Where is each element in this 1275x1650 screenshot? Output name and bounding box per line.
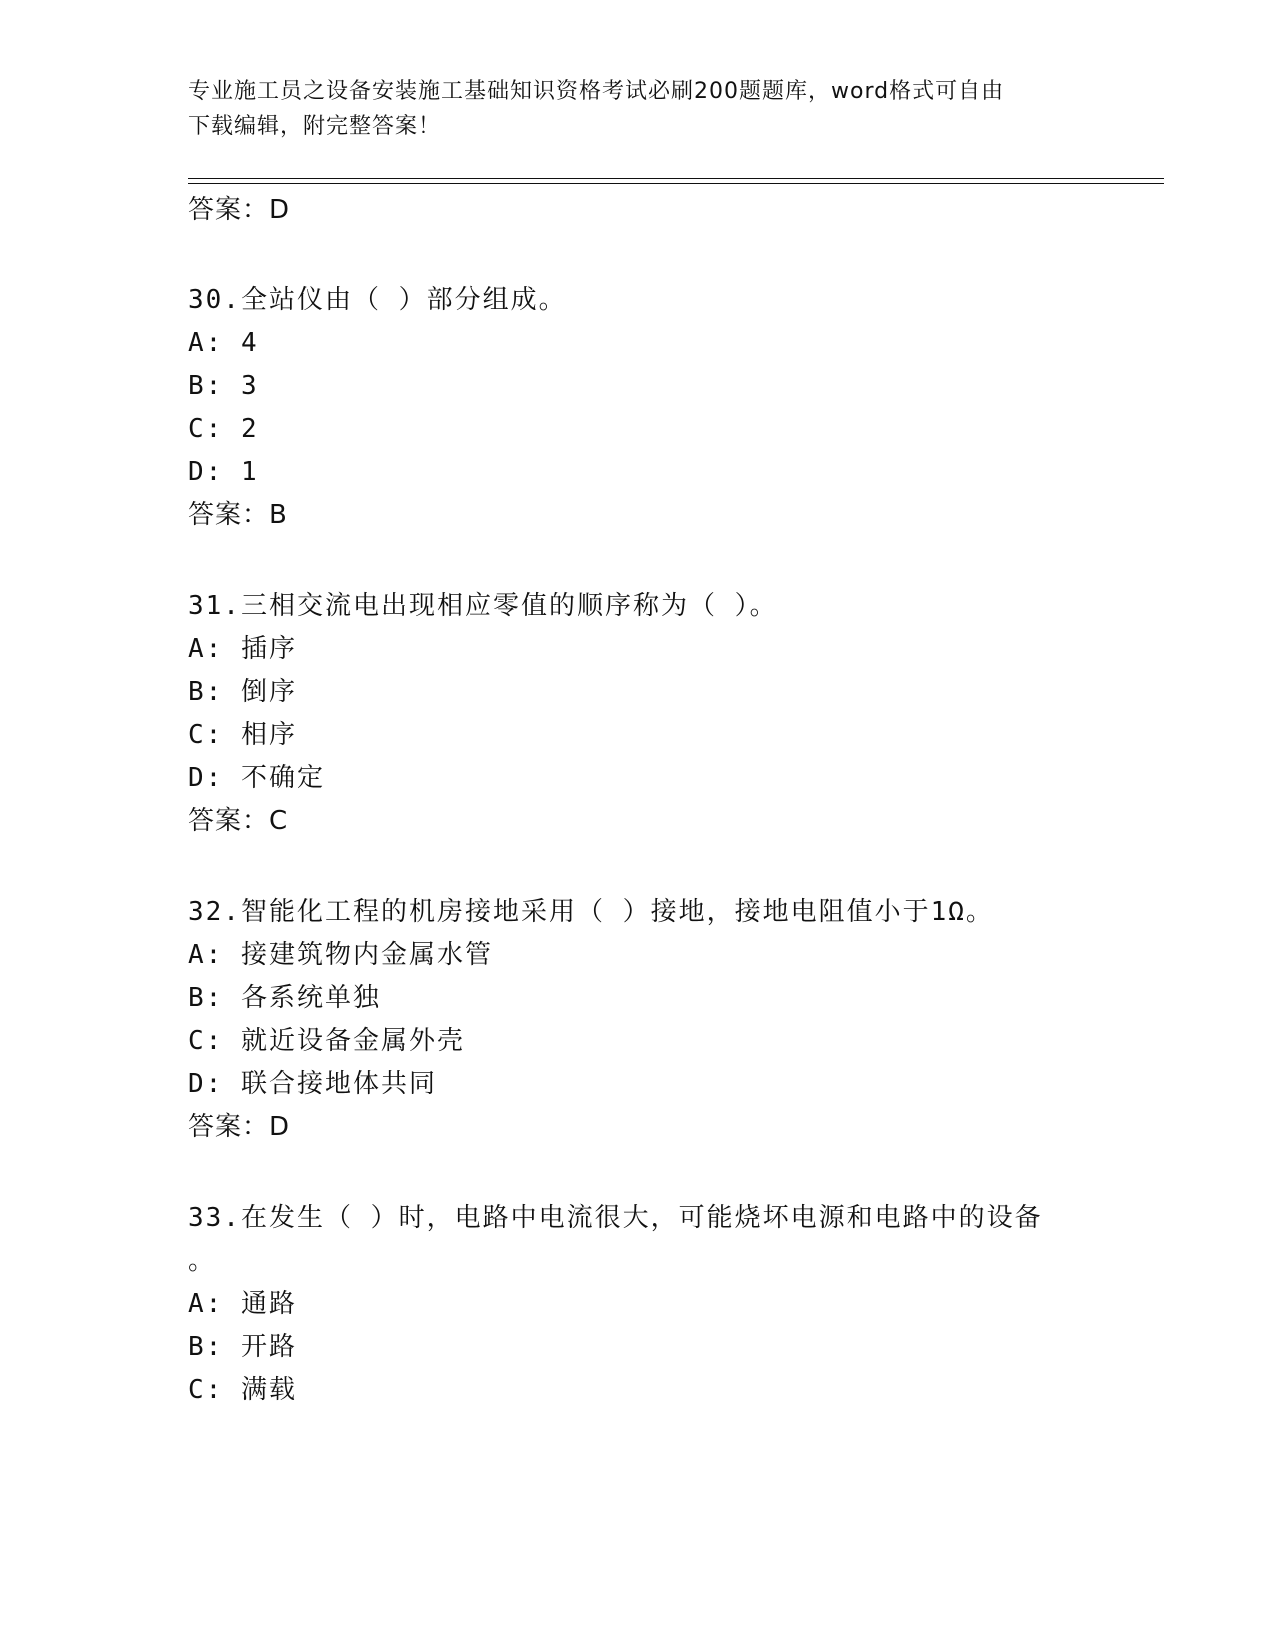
question-31-option-a: A: 插序 xyxy=(188,634,297,664)
question-30-option-a: A: 4 xyxy=(188,328,259,358)
document-header xyxy=(188,74,1088,144)
question-32-option-d: D: 联合接地体共同 xyxy=(188,1069,437,1099)
question-32-answer: 答案：D xyxy=(188,1112,291,1142)
question-33-stem: 33.在发生（ ）时，电路中电流很大，可能烧坏电源和电路中的设备 xyxy=(188,1203,1043,1233)
header-divider-bottom xyxy=(188,183,1164,184)
question-32-option-c: C: 就近设备金属外壳 xyxy=(188,1026,465,1056)
question-32-stem: 32.智能化工程的机房接地采用（ ）接地，接地电阻值小于1Ω。 xyxy=(188,897,994,927)
question-31-option-b: B: 倒序 xyxy=(188,677,297,707)
question-30-option-c: C: 2 xyxy=(188,414,259,444)
question-32-option-b: B: 各系统单独 xyxy=(188,983,381,1013)
question-30-answer: 答案：B xyxy=(188,500,288,530)
question-33-option-b: B: 开路 xyxy=(188,1332,297,1362)
question-31-stem: 31.三相交流电出现相应零值的顺序称为（ ）。 xyxy=(188,591,778,621)
previous-answer: 答案：D xyxy=(188,195,291,225)
header-line-1: 专业施工员之设备安装施工基础知识资格考试必刷200题题库，word格式可自由 xyxy=(188,79,1005,104)
question-31-option-d: D: 不确定 xyxy=(188,763,325,793)
question-30-stem: 30.全站仪由（ ）部分组成。 xyxy=(188,285,567,315)
question-30-option-b: B: 3 xyxy=(188,371,259,401)
question-31-answer: 答案：C xyxy=(188,806,289,836)
question-33-option-a: A: 通路 xyxy=(188,1289,297,1319)
question-31-option-c: C: 相序 xyxy=(188,720,297,750)
header-divider-top xyxy=(188,178,1164,179)
question-32-option-a: A: 接建筑物内金属水管 xyxy=(188,940,493,970)
question-33-stem-continuation: 。 xyxy=(188,1246,217,1276)
question-33-option-c: C: 满载 xyxy=(188,1375,297,1405)
header-line-2: 下载编辑，附完整答案！ xyxy=(188,114,442,139)
question-30-option-d: D: 1 xyxy=(188,457,259,487)
